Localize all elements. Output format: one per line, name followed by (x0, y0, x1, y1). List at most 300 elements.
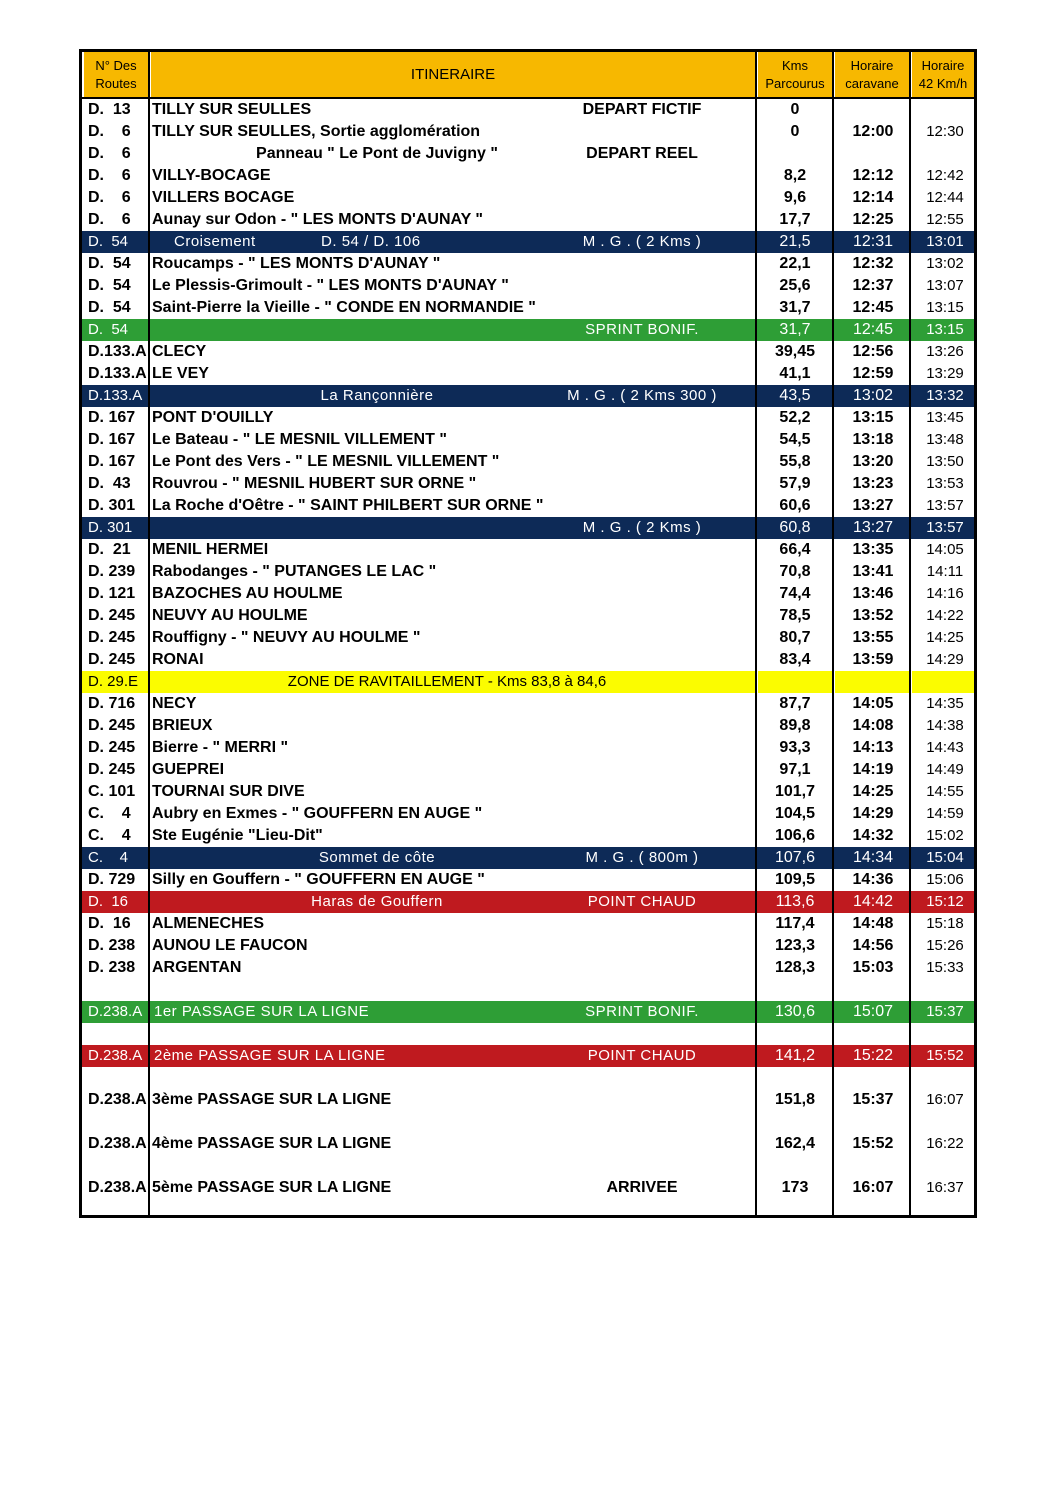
route-cell: D.133.A (88, 365, 147, 382)
km-cell: 25,6 (779, 277, 811, 294)
table-row (82, 385, 974, 407)
h42-cell: 12:42 (926, 167, 964, 184)
h42-cell (913, 143, 977, 165)
place-cell: 4ème PASSAGE SUR LA LIGNE (152, 1135, 392, 1152)
table-row (82, 429, 974, 451)
h42-cell: 13:07 (926, 277, 964, 294)
km-cell: 31,7 (779, 321, 811, 338)
header-caravane: Horaire caravane (835, 52, 909, 97)
route-cell: D. 716 (88, 695, 136, 712)
place-cell: Bierre - " MERRI " (152, 739, 289, 756)
km-cell: 70,8 (779, 563, 811, 580)
h42-cell: 15:02 (926, 827, 964, 844)
table-row (82, 1089, 974, 1111)
km-cell: 141,2 (774, 1047, 816, 1064)
route-cell: D. 167 (88, 409, 136, 426)
status-cell (537, 451, 747, 473)
km-cell: 128,3 (774, 959, 816, 976)
km-cell (757, 671, 833, 693)
h42-cell: 12:55 (926, 211, 964, 228)
km-cell: 21,5 (779, 233, 811, 250)
km-cell: 17,7 (779, 211, 811, 228)
route-cell: D. 6 (88, 189, 131, 206)
divider-caravane (909, 52, 911, 1215)
place-cell: VILLY-BOCAGE (152, 167, 271, 184)
km-cell: 54,5 (779, 431, 811, 448)
status-cell (537, 781, 747, 803)
blank-row (82, 1023, 974, 1045)
km-cell: 151,8 (774, 1091, 816, 1108)
status-cell (537, 121, 747, 143)
route-cell: D.133.A (88, 387, 143, 404)
place-cell: GUEPREI (152, 761, 225, 778)
route-cell: D. 301 (88, 497, 136, 514)
h42-cell: 12:30 (926, 123, 964, 140)
route-cell: D. 54 (88, 233, 129, 250)
place-cell: Aubry en Exmes - " GOUFFERN EN AUGE " (152, 805, 483, 822)
table-row (82, 1177, 974, 1199)
status-cell (537, 825, 747, 847)
caravane-cell: 12:25 (852, 211, 894, 228)
place-cell: 1er PASSAGE SUR LA LIGNE (154, 1003, 370, 1020)
caravane-cell: 14:42 (852, 893, 894, 910)
table-row (82, 495, 974, 517)
caravane-cell: 12:12 (852, 167, 894, 184)
caravane-cell: 12:45 (852, 299, 894, 316)
km-cell: 57,9 (779, 475, 811, 492)
caravane-cell: 12:14 (852, 189, 894, 206)
h42-cell: 15:18 (926, 915, 964, 932)
status-cell (537, 583, 747, 605)
status-cell: POINT CHAUD (587, 893, 697, 910)
blank-row (82, 979, 974, 1001)
status-cell (537, 913, 747, 935)
h42-cell: 15:12 (926, 893, 964, 910)
caravane-cell: 15:37 (852, 1091, 894, 1108)
caravane-cell: 12:45 (852, 321, 894, 338)
km-cell: 83,4 (779, 651, 811, 668)
route-cell: D. 6 (88, 145, 131, 162)
place-cell: MENIL HERMEI (152, 541, 269, 558)
status-cell (537, 363, 747, 385)
place-cell: ARGENTAN (152, 959, 242, 976)
caravane-cell: 14:05 (852, 695, 894, 712)
caravane-cell: 14:25 (852, 783, 894, 800)
km-cell (757, 143, 833, 165)
route-cell: C. 4 (88, 849, 129, 866)
table-row (82, 165, 974, 187)
status-cell: POINT CHAUD (587, 1047, 697, 1064)
km-cell: 0 (790, 101, 800, 118)
header-routes: N° Des Routes (84, 52, 148, 97)
table-header (82, 52, 974, 99)
table-row (82, 583, 974, 605)
place-cell: 3ème PASSAGE SUR LA LIGNE (152, 1091, 392, 1108)
caravane-cell: 14:13 (852, 739, 894, 756)
place-cell: NEUVY AU HOULME (152, 607, 308, 624)
h42-cell: 13:45 (926, 409, 964, 426)
place-cell: Le Plessis-Grimoult - " LES MONTS D'AUNAY " (152, 277, 509, 294)
blank-row (82, 1067, 974, 1089)
place-cell: LE VEY (152, 365, 209, 382)
caravane-cell (835, 99, 911, 121)
route-cell: D. 16 (88, 893, 129, 910)
table-row (82, 715, 974, 737)
h42-cell: 13:02 (926, 255, 964, 272)
route-cell: D.238.A (88, 1135, 147, 1152)
h42-cell: 15:06 (926, 871, 964, 888)
status-cell (537, 429, 747, 451)
status-cell (537, 803, 747, 825)
table-row (82, 693, 974, 715)
route-cell: D. 245 (88, 607, 136, 624)
km-cell: 39,45 (774, 343, 816, 360)
h42-cell: 13:32 (926, 387, 964, 404)
place-cell: 5ème PASSAGE SUR LA LIGNE (152, 1179, 392, 1196)
caravane-cell: 14:19 (852, 761, 894, 778)
place-cell: TILLY SUR SEULLES (152, 101, 312, 118)
h42-cell: 15:37 (926, 1003, 964, 1020)
caravane-cell: 15:22 (852, 1047, 894, 1064)
place-cell: 2ème PASSAGE SUR LA LIGNE (154, 1047, 386, 1064)
caravane-cell (835, 671, 911, 693)
route-cell: D. 245 (88, 651, 136, 668)
h42-cell: 14:25 (926, 629, 964, 646)
status-cell (537, 297, 747, 319)
h42-cell (913, 99, 977, 121)
caravane-cell: 16:07 (852, 1179, 894, 1196)
table-row (82, 121, 974, 143)
status-cell: M . G . ( 800m ) (585, 849, 699, 866)
caravane-cell: 13:35 (852, 541, 894, 558)
table-row (82, 297, 974, 319)
caravane-cell: 14:34 (852, 849, 894, 866)
km-cell: 60,8 (779, 519, 811, 536)
h42-cell: 13:26 (926, 343, 964, 360)
km-cell: 55,8 (779, 453, 811, 470)
km-cell: 162,4 (774, 1135, 816, 1152)
status-cell (537, 473, 747, 495)
route-cell: D.238.A (88, 1091, 147, 1108)
place-cell: Le Pont des Vers - " LE MESNIL VILLEMENT " (152, 453, 500, 470)
caravane-cell: 14:29 (852, 805, 894, 822)
km-cell: 101,7 (774, 783, 816, 800)
h42-cell: 16:07 (926, 1091, 964, 1108)
km-cell: 106,6 (774, 827, 816, 844)
divider-itineraire (755, 52, 757, 1215)
route-cell: D. 6 (88, 123, 131, 140)
h42-cell: 13:15 (926, 299, 964, 316)
caravane-cell: 13:27 (852, 497, 894, 514)
status-cell (537, 759, 747, 781)
status-cell (537, 627, 747, 649)
caravane-cell: 14:32 (852, 827, 894, 844)
caravane-cell: 15:07 (852, 1003, 894, 1020)
h42-cell: 14:22 (926, 607, 964, 624)
table-row (82, 1045, 974, 1067)
h42-cell: 14:29 (926, 651, 964, 668)
status-cell (537, 209, 747, 231)
table-row (82, 275, 974, 297)
place-cell: La Rançonnière (320, 387, 434, 404)
route-cell: D. 167 (88, 431, 136, 448)
route-cell: D.238.A (88, 1047, 143, 1064)
caravane-cell: 15:52 (852, 1135, 894, 1152)
route-cell: D. 29.E (88, 673, 139, 690)
route-cell: D. 245 (88, 761, 136, 778)
h42-cell: 13:15 (926, 321, 964, 338)
table-row (82, 517, 974, 539)
km-cell: 117,4 (775, 915, 815, 932)
table-row (82, 143, 974, 165)
caravane-cell: 12:31 (852, 233, 894, 250)
table-row (82, 759, 974, 781)
km-cell: 60,6 (779, 497, 811, 514)
h42-cell: 12:44 (926, 189, 964, 206)
caravane-cell: 13:55 (852, 629, 894, 646)
km-cell: 123,3 (774, 937, 816, 954)
caravane-cell: 13:18 (852, 431, 894, 448)
route-cell: D.238.A (88, 1003, 143, 1020)
route-cell: D. 43 (88, 475, 131, 492)
h42-cell: 14:16 (926, 585, 964, 602)
caravane-cell: 14:48 (852, 915, 894, 932)
h42-cell: 14:35 (926, 695, 964, 712)
km-cell: 113,6 (775, 893, 815, 910)
table-row (82, 627, 974, 649)
caravane-cell: 13:52 (852, 607, 894, 624)
route-cell: D. 121 (88, 585, 136, 602)
status-cell (512, 671, 772, 693)
status-cell (537, 165, 747, 187)
table-row (82, 869, 974, 891)
h42-cell: 14:55 (926, 783, 964, 800)
place-cell: BRIEUX (152, 717, 213, 734)
route-cell: D. 238 (88, 959, 136, 976)
header-h42: Horaire 42 Km/h (912, 52, 974, 97)
table-row (82, 341, 974, 363)
table-row (82, 847, 974, 869)
route-cell: D. 729 (88, 871, 136, 888)
h42-cell: 14:49 (926, 761, 964, 778)
km-cell: 80,7 (779, 629, 811, 646)
header-kms: Kms Parcourus (758, 52, 832, 97)
table-row (82, 473, 974, 495)
status-cell: DEPART REEL (586, 145, 698, 162)
place-cell: La Roche d'Oêtre - " SAINT PHILBERT SUR ORNE " (152, 497, 544, 514)
table-row (82, 671, 974, 693)
km-cell: 97,1 (779, 761, 811, 778)
table-row (82, 891, 974, 913)
table-row (82, 825, 974, 847)
caravane-cell: 12:00 (852, 123, 894, 140)
km-cell: 52,2 (779, 409, 811, 426)
table-row (82, 1001, 974, 1023)
route-cell: D. 54 (88, 277, 131, 294)
place-cell: Le Bateau - " LE MESNIL VILLEMENT " (152, 431, 447, 448)
table-row (82, 957, 974, 979)
table-row (82, 781, 974, 803)
caravane-cell: 13:20 (852, 453, 894, 470)
status-cell: M . G . ( 2 Kms ) (582, 233, 702, 250)
place-cell: TOURNAI SUR DIVE (152, 783, 305, 800)
blank-row (82, 1111, 974, 1133)
status-cell (537, 561, 747, 583)
h42-cell: 13:50 (926, 453, 964, 470)
table-row (82, 407, 974, 429)
h42-cell: 14:11 (926, 563, 964, 580)
km-cell: 130,6 (774, 1003, 816, 1020)
caravane-cell: 13:41 (852, 563, 894, 580)
caravane-cell: 14:36 (852, 871, 894, 888)
caravane-cell: 13:59 (852, 651, 894, 668)
table-row (82, 319, 974, 341)
h42-cell: 13:01 (926, 233, 964, 250)
route-cell: D. 54 (88, 299, 131, 316)
place-cell: Croisement D. 54 / D. 106 (174, 233, 421, 250)
place-cell: Rouvrou - " MESNIL HUBERT SUR ORNE " (152, 475, 477, 492)
place-cell: CLECY (152, 343, 207, 360)
table-row (82, 913, 974, 935)
route-cell: C. 4 (88, 805, 131, 822)
status-cell (537, 869, 747, 891)
h42-cell: 13:53 (926, 475, 964, 492)
place-cell: TILLY SUR SEULLES, Sortie agglomération (152, 123, 481, 140)
km-cell: 9,6 (783, 189, 807, 206)
route-cell: D. 6 (88, 211, 131, 228)
table-row (82, 99, 974, 121)
km-cell: 104,5 (774, 805, 816, 822)
km-cell: 93,3 (779, 739, 811, 756)
caravane-cell (835, 143, 911, 165)
table-row (82, 561, 974, 583)
table-row (82, 253, 974, 275)
h42-cell: 14:38 (926, 717, 964, 734)
status-cell (537, 187, 747, 209)
caravane-cell: 13:27 (852, 519, 894, 536)
place-cell: ZONE DE RAVITAILLEMENT - Kms 83,8 à 84,6 (287, 673, 607, 690)
itinerary-table (79, 49, 977, 1218)
h42-cell: 14:59 (926, 805, 964, 822)
h42-cell: 15:26 (926, 937, 964, 954)
status-cell (537, 605, 747, 627)
route-cell: D. 301 (88, 519, 133, 536)
status-cell (537, 495, 747, 517)
status-cell (537, 1133, 747, 1155)
place-cell: ALMENECHES (152, 915, 265, 932)
h42-cell: 15:04 (926, 849, 964, 866)
route-cell: D. 245 (88, 717, 136, 734)
route-cell: D. 245 (88, 629, 136, 646)
route-cell: D.238.A (88, 1179, 147, 1196)
place-cell: NECY (152, 695, 197, 712)
route-cell: D. 239 (88, 563, 136, 580)
caravane-cell: 13:46 (852, 585, 894, 602)
table-row (82, 451, 974, 473)
place-cell: Rouffigny - " NEUVY AU HOULME " (152, 629, 421, 646)
km-cell: 74,4 (779, 585, 811, 602)
status-cell: DEPART FICTIF (582, 101, 702, 118)
h42-cell: 16:22 (926, 1135, 964, 1152)
route-cell: C. 101 (88, 783, 136, 800)
km-cell: 173 (781, 1179, 809, 1196)
table-row (82, 539, 974, 561)
table-row (82, 209, 974, 231)
caravane-cell: 13:15 (852, 409, 894, 426)
route-cell: D. 238 (88, 937, 136, 954)
status-cell (537, 693, 747, 715)
km-cell: 43,5 (779, 387, 811, 404)
h42-cell: 13:57 (926, 497, 964, 514)
status-cell (537, 1089, 747, 1111)
divider-routes (148, 52, 150, 1215)
table-row (82, 1133, 974, 1155)
route-cell: D. 21 (88, 541, 131, 558)
place-cell: RONAI (152, 651, 204, 668)
route-cell: C. 4 (88, 827, 131, 844)
route-cell: D.133.A (88, 343, 147, 360)
km-cell: 41,1 (779, 365, 811, 382)
caravane-cell: 12:56 (852, 343, 894, 360)
km-cell: 8,2 (783, 167, 807, 184)
caravane-cell: 13:23 (852, 475, 894, 492)
h42-cell: 15:33 (926, 959, 964, 976)
status-cell: M . G . ( 2 Kms 300 ) (567, 387, 717, 404)
header-itineraire: ITINERAIRE (151, 52, 755, 97)
h42-cell: 15:52 (926, 1047, 964, 1064)
place-cell: Saint-Pierre la Vieille - " CONDE EN NORMANDIE " (152, 299, 536, 316)
status-cell: ARRIVEE (606, 1179, 678, 1196)
km-cell: 0 (790, 123, 800, 140)
place-cell: Aunay sur Odon - " LES MONTS D'AUNAY " (152, 211, 484, 228)
blank-row (82, 1155, 974, 1177)
h42-cell: 13:29 (926, 365, 964, 382)
caravane-cell: 14:08 (852, 717, 894, 734)
table-row (82, 363, 974, 385)
place-cell: Rabodanges - " PUTANGES LE LAC " (152, 563, 437, 580)
table-row (82, 187, 974, 209)
km-cell: 66,4 (779, 541, 811, 558)
place-cell: PONT D'OUILLY (152, 409, 274, 426)
route-cell: D. 167 (88, 453, 136, 470)
km-cell: 22,1 (779, 255, 811, 272)
place-cell: Panneau " Le Pont de Juvigny " (256, 145, 498, 162)
h42-cell: 13:48 (926, 431, 964, 448)
place-cell: Haras de Gouffern (311, 893, 443, 910)
place-cell: Ste Eugénie "Lieu-Dit" (152, 827, 323, 844)
place-cell: Silly en Gouffern - " GOUFFERN EN AUGE " (152, 871, 485, 888)
status-cell (537, 715, 747, 737)
status-cell (537, 737, 747, 759)
h42-cell: 14:05 (926, 541, 964, 558)
table-row (82, 231, 974, 253)
h42-cell: 13:57 (926, 519, 964, 536)
status-cell (537, 341, 747, 363)
caravane-cell: 15:03 (852, 959, 894, 976)
caravane-cell: 12:59 (852, 365, 894, 382)
km-cell: 31,7 (779, 299, 811, 316)
caravane-cell: 12:32 (852, 255, 894, 272)
status-cell: SPRINT BONIF. (585, 321, 699, 338)
route-cell: D. 6 (88, 167, 131, 184)
status-cell (537, 649, 747, 671)
caravane-cell: 13:02 (852, 387, 894, 404)
place-cell: Roucamps - " LES MONTS D'AUNAY " (152, 255, 441, 272)
status-cell (537, 935, 747, 957)
table-row (82, 803, 974, 825)
h42-cell: 14:43 (926, 739, 964, 756)
km-cell: 89,8 (779, 717, 811, 734)
